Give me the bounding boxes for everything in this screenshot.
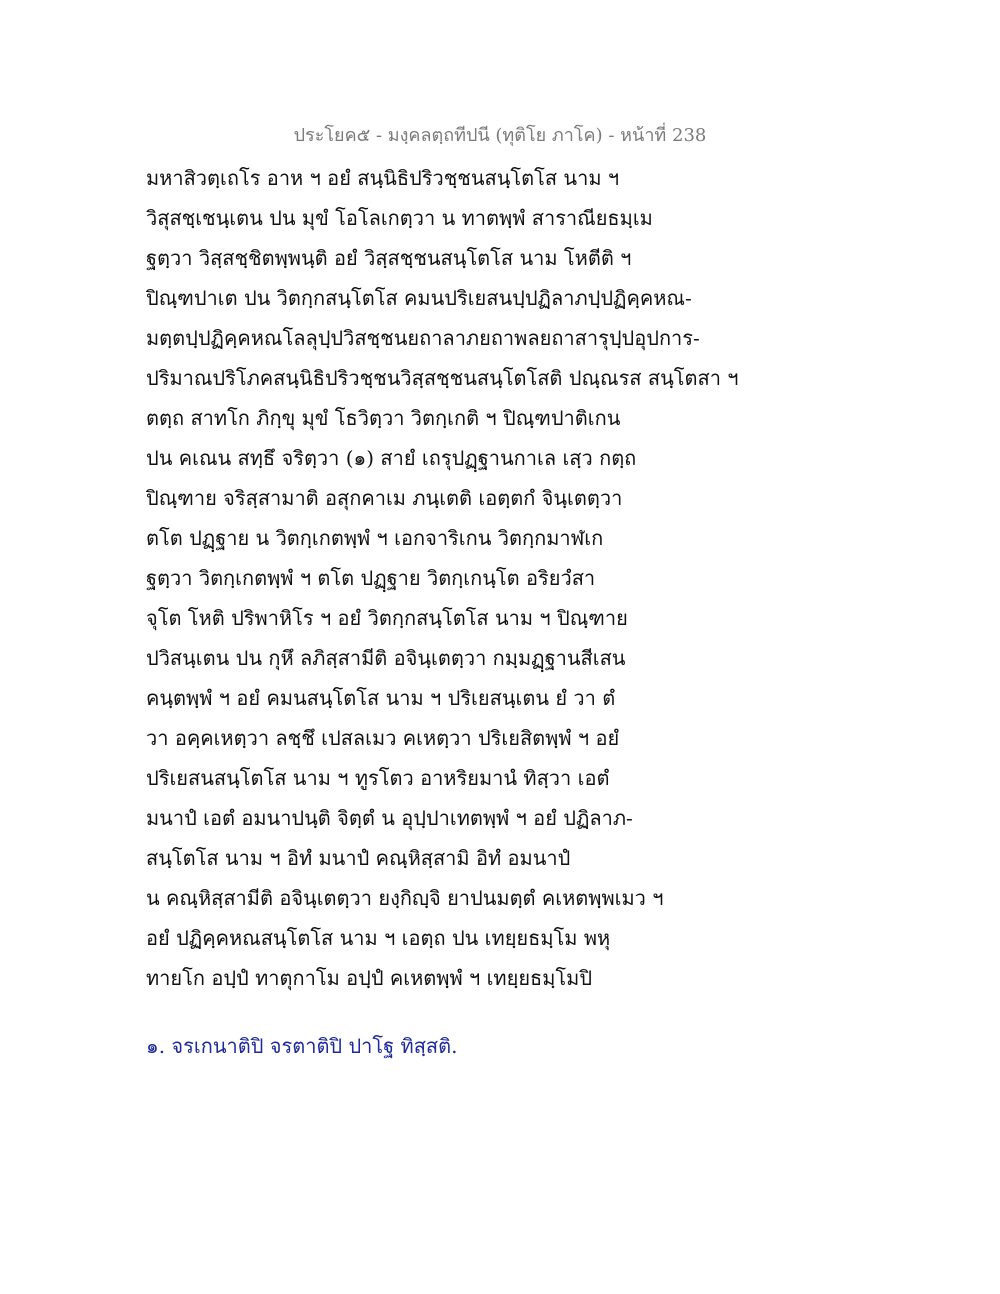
text-line: มนาปํ เอตํ อมนาปนฺติ จิตฺตํ น อุปฺปาเทตพฺพํ ฯ อยํ ปฏิลาภ- — [146, 806, 633, 830]
text-line: น คณฺหิสฺสามีติ อจินฺเตตฺวา ยงฺกิญฺจิ ยาปนมตฺตํ คเหตพฺพเมว ฯ — [146, 886, 664, 910]
text-line: ปิณฺฑาย จริสฺสามาติ อสุกคาเม ภนฺเตติ เอตฺตกํ จินฺเตตฺวา — [146, 486, 623, 510]
text-line: วิสุสชฺเชนฺเตน ปน มุขํ โอโลเกตฺวา น ทาตพฺพํ สาราณียธมฺเม — [146, 206, 653, 230]
text-line: ปน คเณน สทฺธึ จริตฺวา (๑) สายํ เถรุปฏฺฐานกาเล เสฺว กตฺถ — [146, 446, 637, 470]
text-line: มหาสิวตฺเถโร อาห ฯ อยํ สนฺนิธิปริวชฺชนสนฺโตโส นาม ฯ — [146, 166, 620, 190]
text-line: ตตฺถ สาทโก ภิกฺขุ มุขํ โธวิตฺวา วิตกฺเกติ ฯ ปิณฺฑปาติเกน — [146, 406, 621, 430]
text-line: ปริมาณปริโภคสนฺนิธิปริวชฺชนวิสฺสชฺชนสนฺโตโสติ ปณฺณรส สนฺโตสา ฯ — [146, 366, 739, 390]
footnote: ๑. จรเกนาติปิ จรตาติปิ ปาโฐ ทิสฺสติ. — [146, 1034, 458, 1058]
text-line: ฐตฺวา วิสฺสชฺชิตพฺพนฺติ อยํ วิสฺสชฺชนสนฺโตโส นาม โหตีติ ฯ — [146, 246, 632, 270]
running-head: ประโยค๕ - มงฺคลตฺถทีปนี (ทุติโย ภาโค) - หน้าที่ 238 — [293, 125, 707, 146]
text-line: ปวิสนฺเตน ปน กุหึ ลภิสฺสามีติ อจินฺเตตฺวา กมฺมฏฺฐานสีเสน — [146, 646, 626, 670]
text-line: คนฺตพฺพํ ฯ อยํ คมนสนฺโตโส นาม ฯ ปริเยสนฺเตน ยํ วา ตํ — [146, 686, 616, 710]
body-text — [146, 158, 906, 998]
text-line: ทายโก อปฺปํ ทาตุกาโม อปฺปํ คเหตพฺพํ ฯ เทยฺยธมฺโมปิ — [146, 966, 593, 990]
text-line: จุโต โหติ ปริพาหิโร ฯ อยํ วิตกฺกสนฺโตโส นาม ฯ ปิณฺฑาย — [146, 606, 628, 630]
text-line: ปิณฺฑปาเต ปน วิตกฺกสนฺโตโส คมนปริเยสนปฺปฏิลาภปฺปฏิคฺคหณ- — [146, 286, 692, 310]
text-line: มตฺตปฺปฏิคฺคหณโลลุปฺปวิสชฺชนยถาลาภยถาพลยถาสารุปฺปอุปการ- — [146, 326, 700, 350]
text-line: อยํ ปฏิคฺคหณสนฺโตโส นาม ฯ เอตฺถ ปน เทยฺยธมฺโม พหุ — [146, 926, 611, 950]
text-line: วา อคฺคเหตฺวา ลชฺชึ เปสลเมว คเหตฺวา ปริเยสิตพฺพํ ฯ อยํ — [146, 726, 620, 750]
text-line: ตโต ปฏฺฐาย น วิตกฺเกตพฺพํ ฯ เอกจาริเกน วิตกฺกมาฬเก — [146, 526, 604, 550]
text-line: สนฺโตโส นาม ฯ อิทํ มนาปํ คณฺหิสฺสามิ อิทํ อมนาปํ — [146, 846, 571, 870]
text-line: ปริเยสนสนฺโตโส นาม ฯ ทูรโตว อาหริยมานํ ทิสฺวา เอตํ — [146, 766, 610, 790]
text-line: ฐตฺวา วิตกฺเกตพฺพํ ฯ ตโต ปฏฺฐาย วิตกฺเกนฺโต อริยวํสา — [146, 566, 596, 590]
